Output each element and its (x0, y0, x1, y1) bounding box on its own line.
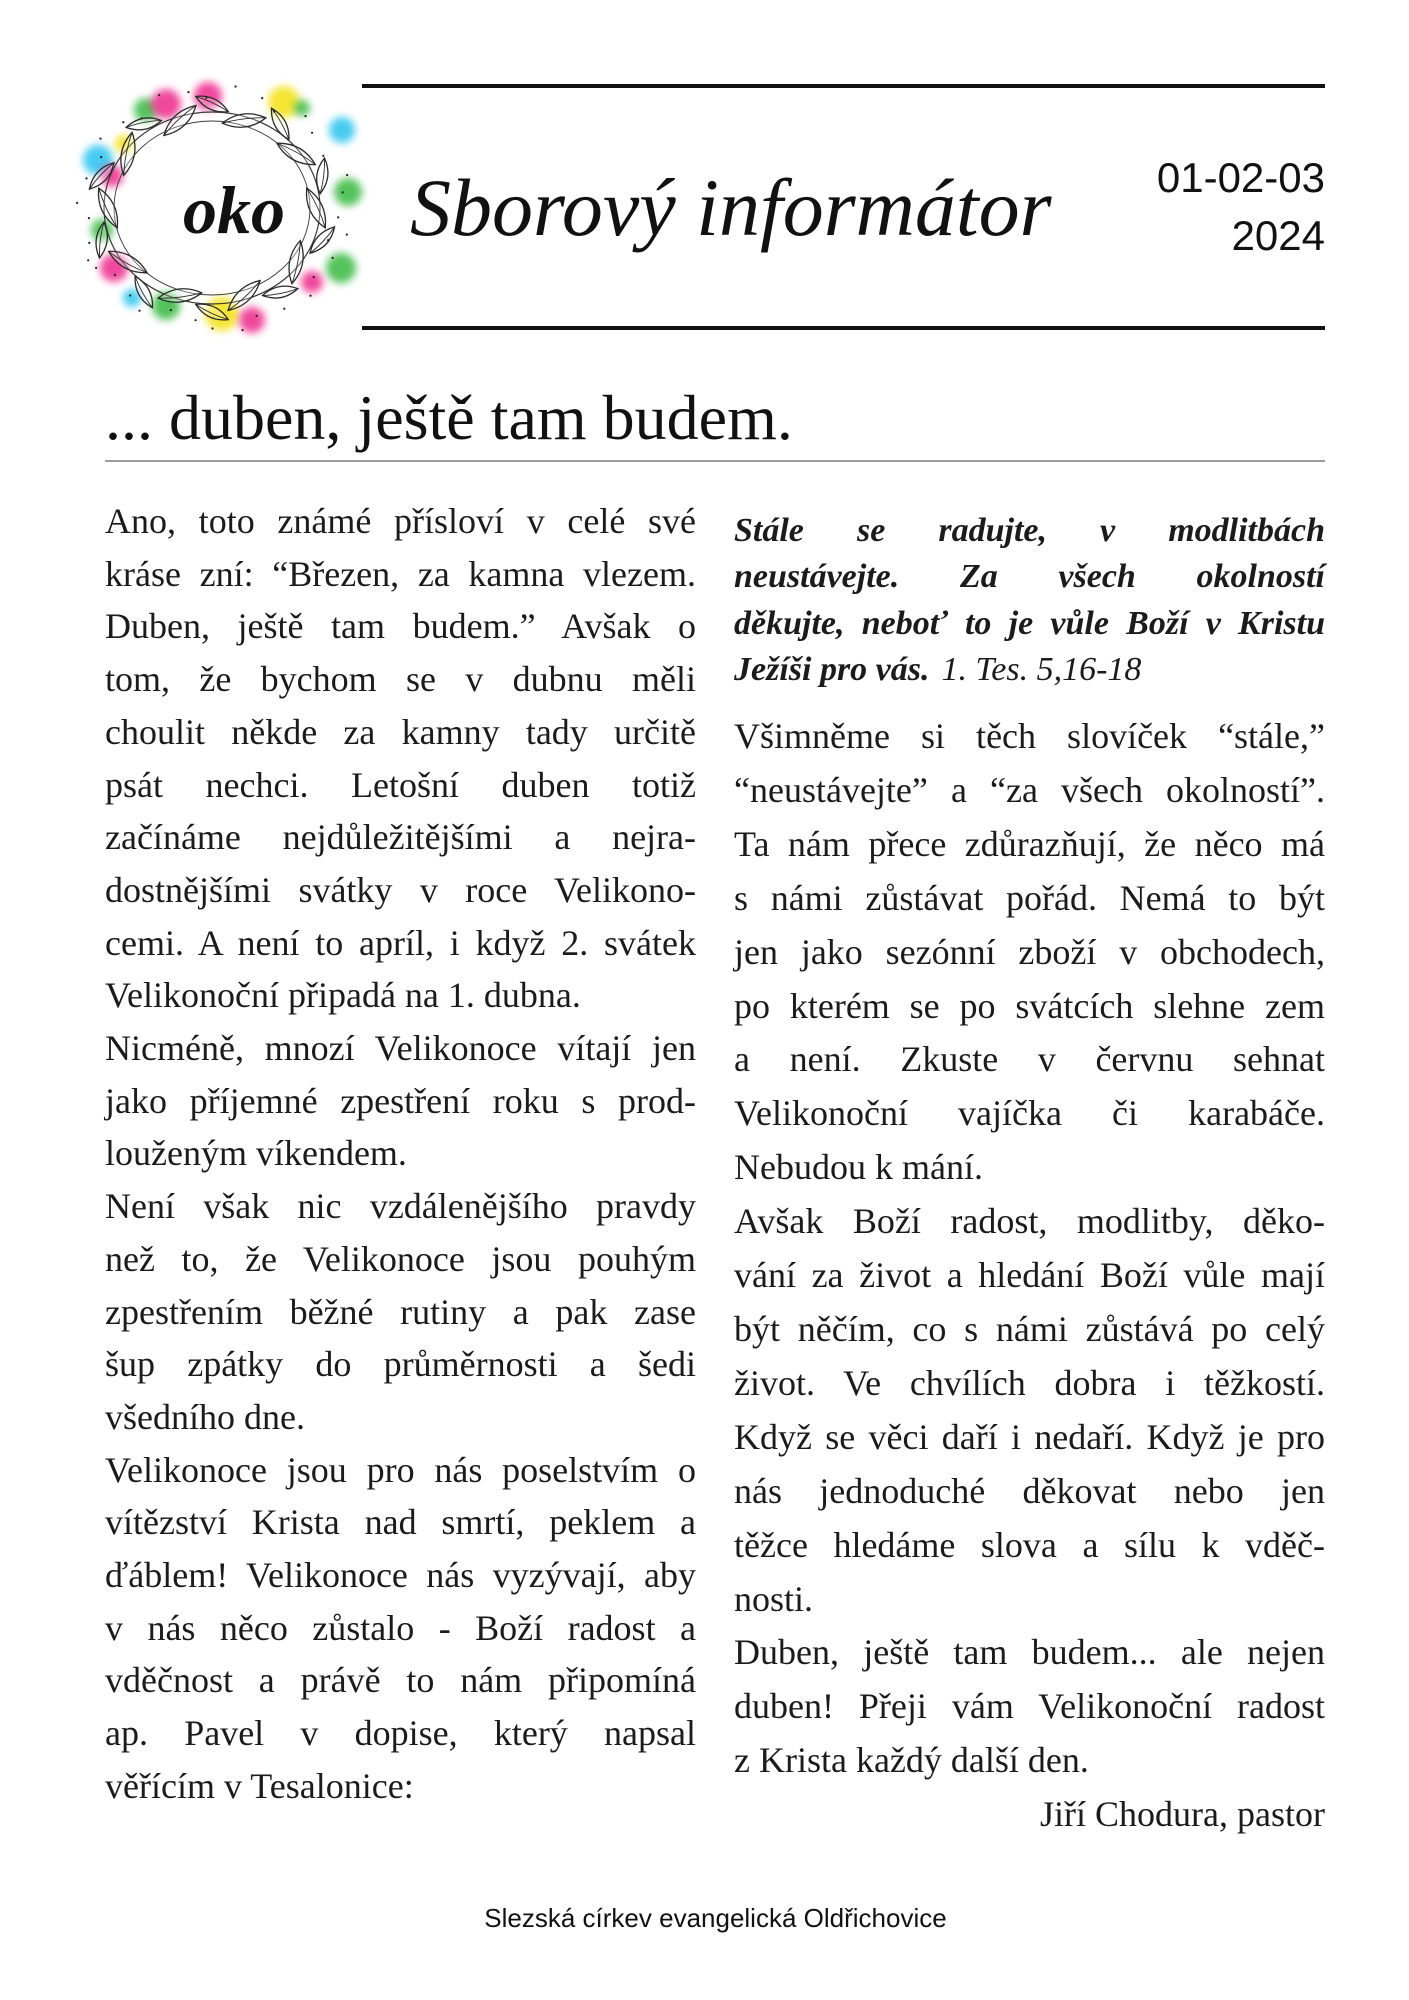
text-line: Není však nic vzdálenějšího pravdy (105, 1186, 696, 1227)
logo-text: oko (183, 172, 285, 248)
wreath-dot (187, 91, 189, 93)
wreath-leaf (94, 222, 109, 259)
wreath-dot (311, 132, 313, 134)
wreath-dot (76, 202, 78, 204)
text-line: louženým víkendem. (105, 1133, 407, 1174)
wreath-dot (88, 242, 90, 244)
quote-line (734, 647, 1325, 693)
issue-date (1157, 149, 1325, 265)
wreath-dot (129, 294, 131, 296)
text-line: cemi. A není to apríl, i když 2. svátek (105, 922, 696, 963)
text-line: Všimněme si těch slovíček “stále,” (734, 716, 1325, 756)
text-line: a není. Zkuste v červnu sehnat (734, 1039, 1325, 1080)
text-line: dostnějšími svátky v roce Velikono- (105, 869, 696, 910)
text-line: s námi zůstávat pořád. Nemá to být (734, 877, 1325, 918)
wreath-dot (346, 174, 348, 176)
wreath-dot (122, 121, 124, 123)
text-line: věřícím v Tesalonice: (105, 1765, 414, 1806)
signature: Jiří Chodura, pastor (1040, 1794, 1325, 1835)
footer-text: Slezská církev evangelická Oldřichovice (484, 1903, 947, 1933)
text-line: vání za život a hledání Boží vůle mají (734, 1255, 1325, 1296)
bible-quote (734, 508, 1325, 693)
text-line: Nicméně, mnozí Velikonoce vítají jen (105, 1028, 696, 1069)
text-line: všedního dne. (105, 1396, 305, 1437)
text-line: jen jako sezónní zboží v obchodech, (734, 931, 1325, 972)
text-line: ap. Pavel v dopise, který napsal (105, 1713, 696, 1754)
text-line: být něčím, co s námi zůstává po celý (734, 1308, 1325, 1349)
wreath-dot (327, 239, 329, 241)
wreath-dot (346, 234, 348, 236)
wreath-dot (158, 94, 160, 96)
wreath-dot (332, 257, 334, 259)
newsletter-title: Sborový informátor (410, 162, 1052, 253)
text-line: po kterém se po svátcích slehne zem (734, 985, 1325, 1026)
text-line: Když se věci daří i nedaří. Když je pro (734, 1416, 1325, 1457)
wreath-dot (337, 216, 339, 218)
text-line: jako příjemné zpestření roku s prod- (105, 1080, 696, 1121)
text-line: kráse zní: “Březen, za kamna vlezem. (105, 553, 696, 594)
text-line: vděčnost a právě to nám připomíná (105, 1660, 696, 1701)
article-title: ... duben, ještě tam budem. (105, 382, 793, 453)
article-column-right (734, 710, 1325, 1842)
text-line: Velikonoční vajíčka či karabáče. (734, 1093, 1325, 1134)
paragraph (734, 710, 1325, 1195)
wreath-leaf (157, 286, 202, 304)
wreath-leaf (221, 111, 266, 129)
title-underline (105, 460, 1325, 462)
wreath-dot (88, 217, 90, 219)
wreath-dot (170, 309, 172, 311)
text-line: Velikonoce jsou pro nás poselstvím o (105, 1449, 696, 1490)
wreath-leaf (106, 246, 151, 279)
text-line: “neustávejte” a “za všech okolností”. (734, 769, 1325, 810)
text-line: Velikonoční připadá na 1. dubna. (105, 975, 581, 1016)
text-line: Avšak Boží radost, modlitby, děko- (734, 1201, 1325, 1242)
wreath-dot (304, 115, 306, 117)
text-line: Nebudou k mání. (734, 1147, 983, 1188)
wreath-dot (211, 327, 213, 329)
quote-line: Stále se radujte, v modlitbách (734, 512, 1325, 549)
wreath-dot (205, 97, 207, 99)
text-line: Ano, toto známé přísloví v celé své (105, 501, 696, 541)
text-line: Duben, ještě tam budem... ale nejen (734, 1632, 1325, 1673)
wreath-leaf (267, 105, 294, 142)
paragraph (105, 1180, 696, 1444)
wreath-dot (87, 259, 89, 261)
wreath-leaf (85, 159, 118, 193)
wreath-leaf (125, 115, 162, 133)
text-line: z Krista každý další den. (734, 1740, 1089, 1781)
wreath-dot (309, 295, 311, 297)
wreath-dot (95, 267, 97, 269)
wreath-leaf (130, 274, 157, 311)
wreath-dot (195, 319, 197, 321)
wreath-dot (283, 308, 285, 310)
header-rule-top (362, 84, 1325, 88)
wreath-dot (141, 117, 143, 119)
logo (62, 70, 362, 346)
quote-reference: 1. Tes. 5,16-18 (941, 650, 1142, 688)
text-line: v nás něco zůstalo - Boží radost a (105, 1607, 696, 1648)
text-line: nosti. (734, 1578, 814, 1619)
wreath-leaf (93, 185, 123, 230)
text-line: zpestřením běžné rutiny a pak zase (105, 1291, 696, 1332)
article-column-left (105, 495, 696, 1813)
paragraph (734, 1195, 1325, 1626)
text-line: Duben, ještě tam budem.” Avšak o (105, 606, 696, 647)
issue-number: 01-02-03 (1156, 154, 1325, 201)
wreath-dot (85, 177, 87, 179)
wreath-leaf (261, 283, 298, 301)
text-line: začínáme nejdůležitějšími a nejra- (105, 817, 696, 858)
text-line: duben! Přeji vám Velikonoční radost (734, 1686, 1325, 1727)
wreath-dot (322, 155, 324, 157)
wreath-leaf (159, 101, 200, 141)
text-line: než to, že Velikonoce jsou pouhým (105, 1238, 696, 1279)
wreath-dot (313, 276, 315, 278)
text-line: život. Ve chvílích dobra i těžkostí. (734, 1362, 1325, 1403)
wreath-dot (100, 156, 102, 158)
paragraph (734, 1626, 1325, 1788)
text-line: těžce hledáme slova a sílu k vděč- (734, 1524, 1325, 1565)
wreath-leaf (224, 276, 265, 316)
text-line: vítězství Krista nad smrtí, peklem a (105, 1502, 696, 1543)
text-line: šup zpátky do průměrnosti a šedi (105, 1344, 696, 1385)
quote-line: neustávejte. Za všech okolností (734, 558, 1325, 596)
wreath-dot (261, 97, 263, 99)
text-line: psát nechci. Letošní duben totiž (105, 764, 696, 805)
text-line: choulit někde za kamny tady určitě (105, 711, 696, 752)
wreath-dot (234, 85, 236, 87)
header-rule-bottom (362, 326, 1325, 330)
text-line: Ta nám přece zdůrazňují, že něco má (734, 823, 1325, 864)
quote-line: děkujte, neboť to je vůle Boží v Kristu (734, 604, 1325, 642)
paragraph (105, 1444, 696, 1813)
wreath-leaf (274, 138, 319, 171)
text-line: tom, že bychom se v dubnu měli (105, 659, 696, 700)
text-line: nás jednoduché děkovat nebo jen (734, 1470, 1325, 1511)
paragraph (105, 1022, 696, 1180)
issue-year: 2024 (1231, 212, 1325, 259)
wreath-dot (273, 110, 275, 112)
wreath-dot (138, 310, 140, 312)
wreath-dot (114, 274, 116, 276)
wreath-dot (99, 138, 101, 140)
wreath-dot (342, 191, 344, 193)
paragraph (105, 495, 696, 1022)
wreath-dot (256, 315, 258, 317)
quote-text: Ježíši pro vás. (734, 650, 930, 688)
text-line: ďáblem! Velikonoce nás vyzývají, aby (105, 1555, 696, 1596)
wreath-dot (242, 329, 244, 331)
